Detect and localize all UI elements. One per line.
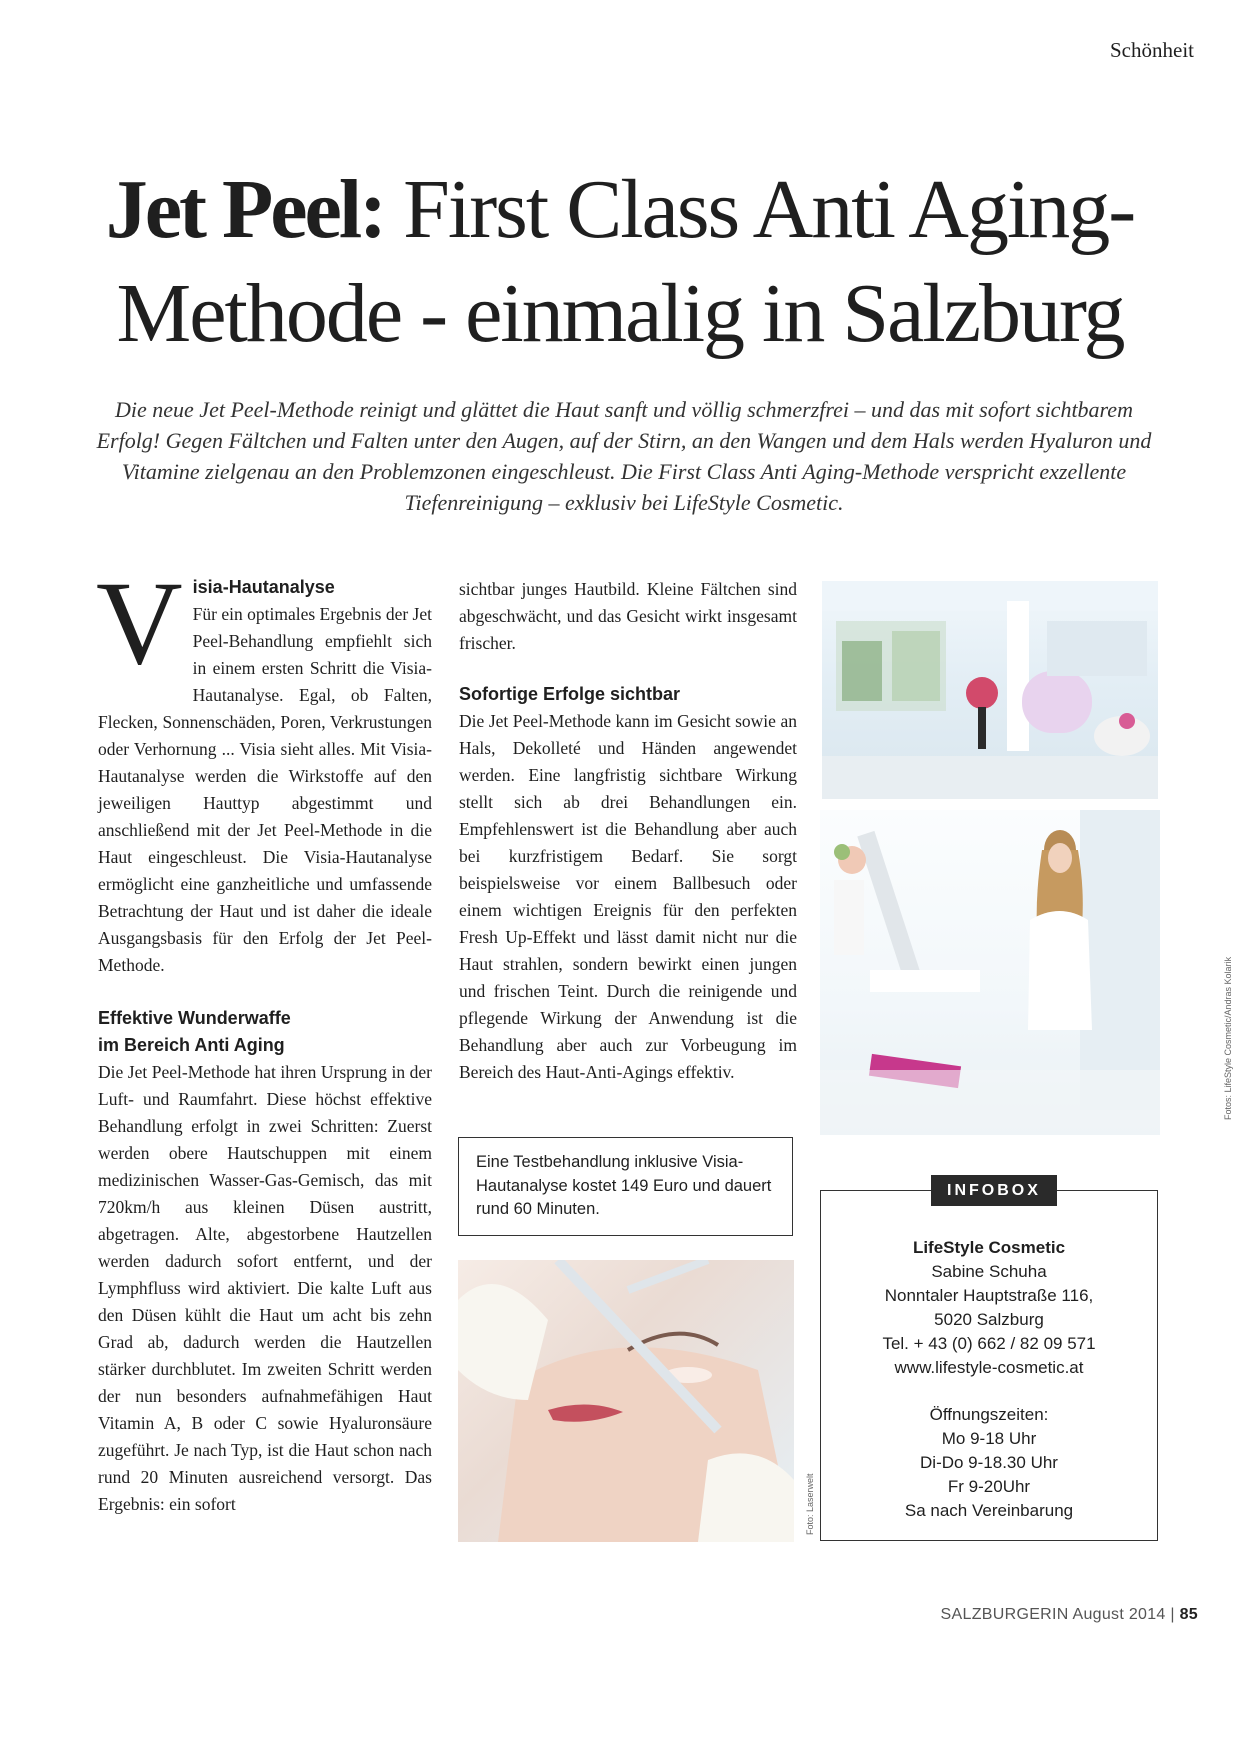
reception-photo — [820, 810, 1160, 1135]
article-column-1 — [96, 556, 432, 1518]
subheading-erfolge: Sofortige Erfolge sichtbar — [459, 684, 681, 704]
infobox-line: 5020 Salzburg — [934, 1310, 1044, 1329]
subheading-wunderwaffe-line1: Effektive Wunderwaffe — [98, 1008, 291, 1028]
infobox-hours-line: Di-Do 9-18.30 Uhr — [920, 1453, 1058, 1472]
section-label: Schönheit — [1110, 38, 1194, 62]
treatment-photo — [458, 1260, 794, 1542]
dropcap: V — [96, 556, 183, 689]
infobox-hours-line: Mo 9-18 Uhr — [941, 1429, 1037, 1448]
infobox-hours-line: Sa nach Vereinbarung — [904, 1501, 1074, 1520]
infobox-line: Sabine Schuha — [931, 1262, 1047, 1281]
infobox-website: www.lifestyle-cosmetic.at — [894, 1358, 1084, 1377]
paragraph-erfolge: Die Jet Peel-Methode kann im Gesicht sowie an Hals, Dekolleté und Händen angewendet werden. Eine langfristig sichtbare Wirkung stellt sich ab drei Behandlungen ein. Empfehlenswert ist die Behandlung aber auch bei kurzfristigem Bedarf. Sie sorgt beispielsweise vor einem Ballbesuch oder einem wichtigen Ereignis für den perfekten Fresh Up-Effekt und lässt damit nicht nur die Haut strahlen, sondern bewirkt einen jungen und frischen Teint. Durch die reinigende und pflegende Wirkung der Anwendung ist die Behandlung aber auch zur Vorbeugung im Bereich des Haut-Anti-Agings effektiv. — [459, 711, 797, 1082]
footer — [941, 1606, 1198, 1624]
paragraph-visia: Für ein optimales Ergebnis der Jet Peel-Behandlung empfiehlt sich in einem ersten Schritt die Visia-Hautanalyse. Egal, ob Falten, Flecken, Sonnenschäden, Poren, Verkrustungen oder Verhornung ... Visia sieht alles. Mit Visia-Hautanalyse werden die Wirkstoffe auf den jeweiligen Hauttyp abgestimmt und anschließend mit der Jet Peel-Methode in die Haut eingeschleust. Die Visia-Hautanalyse ermöglicht eine ganzheitliche und umfassende Betrachtung der Haut und ist daher die ideale Ausgangsbasis für den Erfolg der Jet Peel-Methode. — [98, 604, 432, 975]
subheading-wunderwaffe-line2: im Bereich Anti Aging — [98, 1035, 285, 1055]
infobox-company: LifeStyle Cosmetic — [912, 1238, 1066, 1257]
paragraph-wunderwaffe: Die Jet Peel-Methode hat ihren Ursprung in der Luft- und Raumfahrt. Diese höchst effektive Behandlung erfolgt in zwei Schritten: Zuerst werden obere Hautschuppen mit einem medizinischen Wasser-Gas-Gemisch, das mit 720km/h aus kleinen Düsen austritt, abgetragen. Alte, abgestorbene Hautzellen werden dadurch sofort entfernt, und der Lymphfluss wird aktiviert. Die kalte Luft aus den Düsen kühlt die Haut um acht bis zehn Grad ab, dadurch werden die Hautzellen stärker durchblutet. Im zweiten Schritt werden der nun besonders aufnahmefähigen Haut Vitamin A, B oder C sowie Hyaluronsäure zugeführt. Je nach Typ, ist die Haut schon nach rund 20 Minuten ausreichend versorgt. Das Ergebnis: ein sofort — [98, 1062, 432, 1514]
infobox-phone: Tel. + 43 (0) 662 / 82 09 571 — [882, 1334, 1096, 1353]
subheading-visia: isia-Hautanalyse — [192, 577, 335, 597]
headline — [60, 158, 1180, 366]
infobox — [820, 1182, 1158, 1541]
footer-separator: | — [1165, 1606, 1180, 1623]
infobox-title: INFOBOX — [931, 1175, 1057, 1206]
headline-bold: Jet Peel: — [105, 163, 385, 256]
infobox-hours-title: Öffnungszeiten: — [929, 1405, 1049, 1424]
infobox-line: Nonntaler Hauptstraße 116, — [884, 1286, 1094, 1305]
headline-rest: First Class Anti Aging-Methode - einmalig in Salzburg — [116, 163, 1135, 360]
subheading-wunderwaffe — [98, 1005, 432, 1059]
test-treatment-box: Eine Testbehandlung inklusive Visia-Hautanalyse kostet 149 Euro und dauert rund 60 Minuten. — [458, 1137, 793, 1236]
footer-magazine: SALZBURGERIN August 2014 — [940, 1606, 1166, 1623]
salon-photo — [822, 581, 1158, 799]
photo-credit-treatment: Foto: Laserwelt — [805, 1473, 815, 1535]
lead-paragraph: Die neue Jet Peel-Methode reinigt und glättet die Haut sanft und völlig schmerzfrei – und das mit sofort sichtbarem Erfolg! Gegen Fältchen und Falten unter den Augen, auf der Stirn, an den Wangen und dem Hals werden Hyaluron und Vitamine zielgenau an den Problemzonen eingeschleust. Die First Class Anti Aging-Methode verspricht exzellente Tiefenreinigung – exklusiv bei LifeStyle Cosmetic. — [96, 397, 1152, 515]
photo-credit-right: Fotos: LifeStyle Cosmetic/Andras Kolarik — [1223, 956, 1233, 1120]
page-number: 85 — [1179, 1606, 1198, 1623]
article-column-2 — [459, 576, 797, 1086]
infobox-body — [821, 1191, 1157, 1523]
paragraph-continued: sichtbar junges Hautbild. Kleine Fältchen sind abgeschwächt, und das Gesicht wirkt insgesamt frischer. — [459, 579, 797, 653]
infobox-hours-line: Fr 9-20Uhr — [947, 1477, 1031, 1496]
